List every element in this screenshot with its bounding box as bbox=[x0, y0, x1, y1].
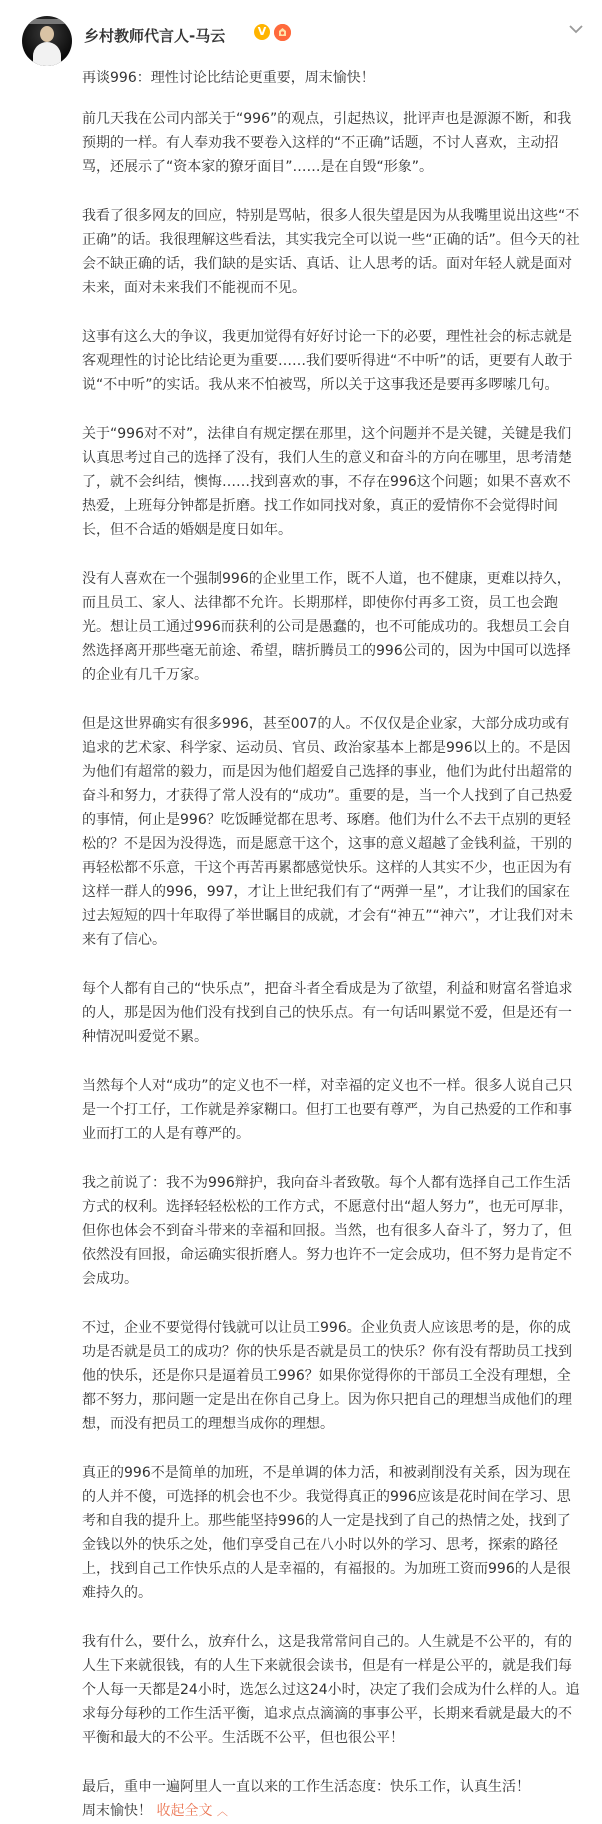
paragraph: 但是这世界确实有很多996，甚至007的人。不仅仅是企业家，大部分成功或有追求的艺术家、科学家、运动员、官员、政治家基本上都是996以上的。不是因为他们有超常的毅力，而是因为他们超爱自己选择的事业，他们为此付出超常的奋斗和努力，才获得了常人没有的“成功”。重要的是，当一个人找到了自己热爱的事情，何止是996？吃饭睡觉都在思考、琢磨。他们为什么不去干点别的更轻松的？不是因为没得选，而是愿意干这个，这事的意义超越了金钱利益，干别的再轻松都不乐意，干这个再苦再累都感觉快乐。这样的人其实不少，也正因为有这样一群人的996，997，才让上世纪我们有了“两弹一星”，才让我们的国家在过去短短的四十年取得了举世瞩目的成就，才会有“神五”“神六”，才让我们对未来有了信心。 bbox=[82, 716, 574, 948]
member-medal-icon[interactable] bbox=[274, 24, 291, 41]
avatar-body bbox=[33, 42, 61, 66]
chevron-down-svg bbox=[568, 24, 584, 34]
caret-up-icon: ︿ bbox=[216, 1805, 228, 1818]
avatar[interactable] bbox=[22, 16, 72, 66]
post-header bbox=[22, 14, 602, 68]
paragraph: 当然每个人对“成功”的定义也不一样，对幸福的定义也不一样。很多人说自己只是一个打工仔，工作就是养家糊口。但打工也要有尊严，为自己热爱的工作和事业而打工的人是有尊严的。 bbox=[82, 1078, 573, 1142]
paragraph: 不过，企业不要觉得付钱就可以让员工996。企业负责人应该思考的是，你的成功是否就是员工的成功？你的快乐是否就是员工的快乐？你有没有帮助员工找到他的快乐，还是你只是逼着员工996？如果你觉得你的干部员工全没有理想，全都不努力，那问题一定是出在你自己身上。因为你只把自己的理想当成他们的理想，而没有把员工的理想当成你的理想。 bbox=[82, 1320, 572, 1432]
paragraph: 这事有这么大的争议，我更加觉得有好好讨论一下的必要，理性社会的标志就是客观理性的讨论比结论更为重要……我们要听得进“不中听”的话，更要有人敢于说“不中听”的实话。我从来不怕被骂，所以关于这事我还是要再多啰嗦几句。 bbox=[82, 329, 573, 393]
chevron-down-icon[interactable] bbox=[566, 20, 586, 38]
final-paragraph bbox=[82, 1775, 582, 1824]
paragraph: 关于“996对不对”，法律自有规定摆在那里，这个问题并不是关键，关键是我们认真思考过自己的选择了没有，我们人生的意义和奋斗的方向在哪里，思考清楚了，就不会纠结，懊悔……找到喜欢的事，不存在996这个问题；如果不喜欢不热爱，上班每分钟都是折磨。找工作如同找对象，真正的爱情你不会觉得时间长，但不合适的婚姻是度日如年。 bbox=[82, 426, 572, 538]
avatar-sign bbox=[28, 19, 66, 24]
paragraph: 每个人都有自己的“快乐点”，把奋斗者全看成是为了欲望，利益和财富名誉追求的人，那是因为他们没有找到自己的快乐点。有一句话叫累觉不爱，但是还有一种情况叫爱觉不累。 bbox=[82, 981, 573, 1045]
paragraph: 我之前说了：我不为996辩护，我向奋斗者致敬。每个人都有选择自己工作生活方式的权利。选择轻轻松松的工作方式，不愿意付出“超人努力”，也无可厚非，但你也体会不到奋斗带来的幸福和回报。当然，也有很多人奋斗了，努力了，但依然没有回报，命运确实很折磨人。努力也许不一定会成功，但不努力是肯定不会成功。 bbox=[82, 1175, 573, 1287]
medal-icon-svg bbox=[274, 24, 291, 41]
verified-v-icon: V bbox=[254, 24, 270, 40]
paragraph: 真正的996不是简单的加班，不是单调的体力活，和被剥削没有关系，因为现在的人并不傻，可选择的机会也不少。我觉得真正的996应该是花时间在学习、思考和自我的提升上。那些能坚持996的人一定是找到了自己的热情之处，找到了金钱以外的快乐之处，他们享受自己在八小时以外的学习、思考，探索的路径上，找到自己工作快乐点的人是幸福的，有福报的。为加班工资而996的人是很难持久的。 bbox=[82, 1465, 571, 1601]
username[interactable]: 乡村教师代言人-马云 bbox=[84, 27, 226, 45]
avatar-face bbox=[40, 26, 54, 42]
post-content bbox=[82, 66, 582, 1824]
paragraph: 没有人喜欢在一个强制996的企业里工作，既不人道，也不健康，更难以持久，而且员工、家人、法律都不允许。长期那样，即使你付再多工资，员工也会跑光。想让员工通过996而获利的公司是愚蠢的，也不可能成功的。我想员工会自然选择离开那些毫无前途、希望，瞎折腾员工的996公司的，因为中国可以选择的企业有几千万家。 bbox=[82, 571, 571, 683]
collapse-label: 收起全文 bbox=[156, 1803, 213, 1819]
paragraph: 我看了很多网友的回应，特别是骂帖，很多人很失望是因为从我嘴里说出这些“不正确”的话。我很理解这些看法，其实我完全可以说一些“正确的话”。但今天的社会不缺正确的话，我们缺的是实话、真话、让人思考的话。面对年轻人就是面对未来，面对未来我们不能视而不见。 bbox=[82, 208, 580, 296]
post-title: 再谈996：理性讨论比结论更重要，周末愉快！ bbox=[82, 70, 375, 86]
paragraph: 前几天我在公司内部关于“996”的观点，引起热议，批评声也是源源不断，和我预期的一样。有人奉劝我不要卷入这样的“不正确”话题，不讨人喜欢，主动招骂，还展示了“资本家的獠牙面目”……是在自毁“形象”。 bbox=[82, 111, 572, 175]
closing-text: 周末愉快！ bbox=[82, 1803, 152, 1819]
collapse-full-text-link[interactable] bbox=[156, 1803, 227, 1819]
paragraph: 我有什么，要什么，放弃什么，这是我常常问自己的。人生就是不公平的，有的人生下来就很钱，有的人生下来就很会读书，但是有一样是公平的，就是我们每个人每一天都是24小时，选怎么过这24小时，决定了我们会成为什么样的人。追求每分每秒的工作生活平衡，追求点点滴滴的事事公平，长期来看就是最大的不平衡和最大的不公平。生活既不公平，但也很公平！ bbox=[82, 1634, 580, 1746]
final-paragraph-text: 最后，重申一遍阿里人一直以来的工作生活态度：快乐工作，认真生活！ bbox=[82, 1779, 530, 1795]
